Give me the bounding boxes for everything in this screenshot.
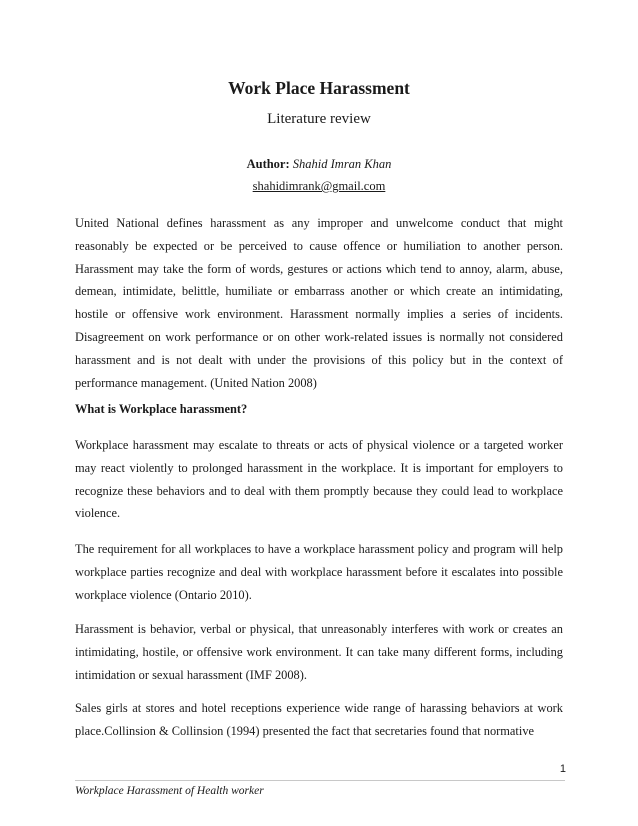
paragraph-policy: The requirement for all workplaces to have a workplace harassment policy and program will help workplace parties recognize and deal with workplace harassment before it escalates into possible workplace violence (Ontario 2010). — [75, 542, 563, 602]
author-email-link[interactable]: shahidimrank@gmail.com — [252, 179, 386, 193]
footer-divider — [75, 780, 565, 781]
page-number: 1 — [559, 763, 566, 775]
paragraph-escalation: Workplace harassment may escalate to threats or acts of physical violence or a targeted worker may react violently to prolonged harassment in the workplace. It is important for employers to recognize these behaviors and to deal with them promptly because they could lead to workplace violence. — [75, 438, 563, 521]
paragraph-sales-girls: Sales girls at stores and hotel receptions experience wide range of harassing behaviors at work place.Collinsion & Collinsion (1994) presented the fact that secretaries found that normative — [75, 701, 563, 738]
author-name: Shahid Imran Khan — [292, 157, 392, 171]
document-title: Work Place Harassment — [228, 78, 410, 98]
email-line — [0, 179, 638, 194]
document-subtitle: Literature review — [267, 111, 371, 127]
paragraph-behavior: Harassment is behavior, verbal or physical, that unreasonably interferes with work or creates an intimidating, hostile, or offensive work environment. It can take many different forms, including intimidation or sexual harassment (IMF 2008). — [75, 622, 563, 682]
author-label: Author: — [246, 157, 290, 171]
paragraph-definition: United National defines harassment as any improper and unwelcome conduct that might reasonably be expected or be perceived to cause offence or humiliation to another person. Harassment may take the form of words, gestures or actions which tend to annoy, alarm, abuse, demean, intimidate, belittle, humiliate or embarrass another or which create an intimidating, hostile or offensive work environment. Harassment normally implies a series of incidents. Disagreement on work performance or on other work-related issues is normally not considered harassment and is not dealt with under the provisions of this policy but in the context of performance management. (United Nation 2008) — [75, 216, 563, 390]
author-line — [0, 157, 638, 172]
running-footer: Workplace Harassment of Health worker — [75, 785, 264, 797]
section-heading: What is Workplace harassment? — [75, 402, 248, 416]
